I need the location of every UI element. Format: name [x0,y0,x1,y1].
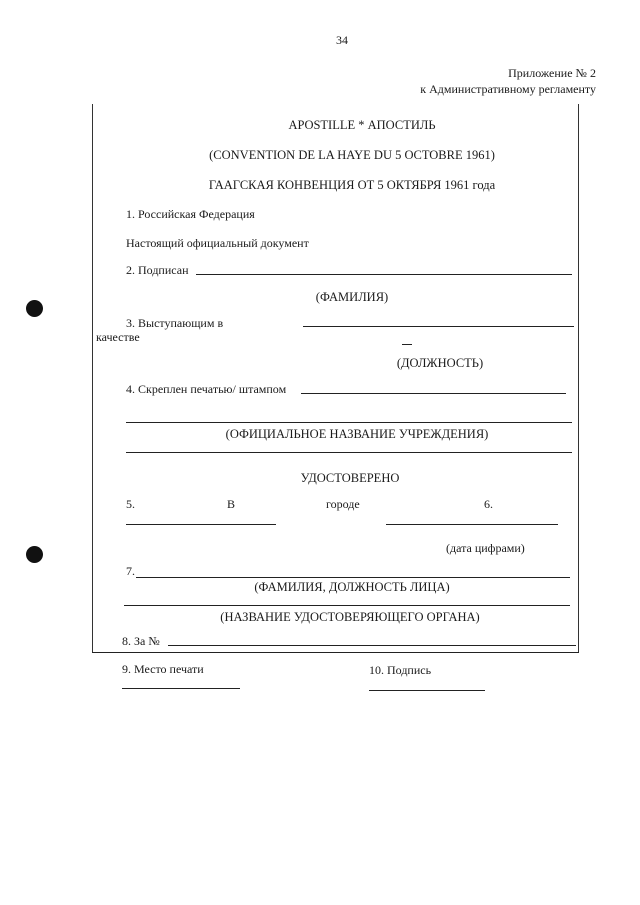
item-4-label: 4. Скреплен печатью/ штампом [126,382,287,396]
certified-heading: УДОСТОВЕРЕНО [300,471,400,485]
item-6-date-line[interactable] [386,524,558,525]
item-10-label: 10. Подпись [369,663,432,677]
appendix-title: Приложение № 2 [508,66,596,80]
item-6-label: 6. [484,497,493,511]
caption-authority: (НАЗВАНИЕ УДОСТОВЕРЯЮЩЕГО ОРГАНА) [220,610,480,624]
item-4-seal-line-2[interactable] [126,422,572,423]
item-5-label: 5. [126,497,135,511]
form-bottom-border [92,652,579,653]
item-9-label: 9. Место печати [122,662,204,676]
item-10-signature-line[interactable] [369,690,485,691]
item-2-signed-by-line[interactable] [196,274,572,275]
convention-french: (CONVENTION DE LA HAYE DU 5 OCTOBRE 1961) [209,148,495,162]
caption-institution: (ОФИЦИАЛЬНОЕ НАЗВАНИЕ УЧРЕЖДЕНИЯ) [225,427,489,441]
item-8-label: 8. За № [122,634,160,648]
item-2-label: 2. Подписан [126,263,189,277]
caption-date: (дата цифрами) [446,541,525,555]
item-1-country: 1. Российская Федерация [126,207,255,221]
item-5-city-line[interactable] [126,524,276,525]
item-4-seal-line[interactable] [301,393,566,394]
item-3-dash [402,344,412,345]
caption-surname: (ФАМИЛИЯ) [315,290,389,304]
convention-russian: ГААГСКАЯ КОНВЕНЦИЯ ОТ 5 ОКТЯБРЯ 1961 года [208,178,496,192]
item-3-capacity-line[interactable] [303,326,574,327]
item-3-label-cont: качестве [96,330,140,344]
item-7-label: 7. [126,564,135,578]
in-label: В [227,497,236,511]
caption-position: (ДОЛЖНОСТЬ) [396,356,484,370]
document-intro: Настоящий официальный документ [126,236,309,250]
item-8-number-line[interactable] [168,645,576,646]
item-9-seal-line[interactable] [122,688,240,689]
caption-person: (ФАМИЛИЯ, ДОЛЖНОСТЬ ЛИЦА) [254,580,450,594]
item-7-person-line[interactable] [136,577,570,578]
punch-hole-top [26,300,43,317]
page-number: 34 [336,33,348,47]
authority-line[interactable] [124,605,570,606]
form-title: APOSTILLE * АПОСТИЛЬ [288,118,436,132]
item-3-label: 3. Выступающим в [126,316,224,330]
punch-hole-bottom [26,546,43,563]
appendix-subtitle: к Административному регламенту [420,82,596,96]
institution-line[interactable] [126,452,572,453]
city-label: городе [326,497,360,511]
